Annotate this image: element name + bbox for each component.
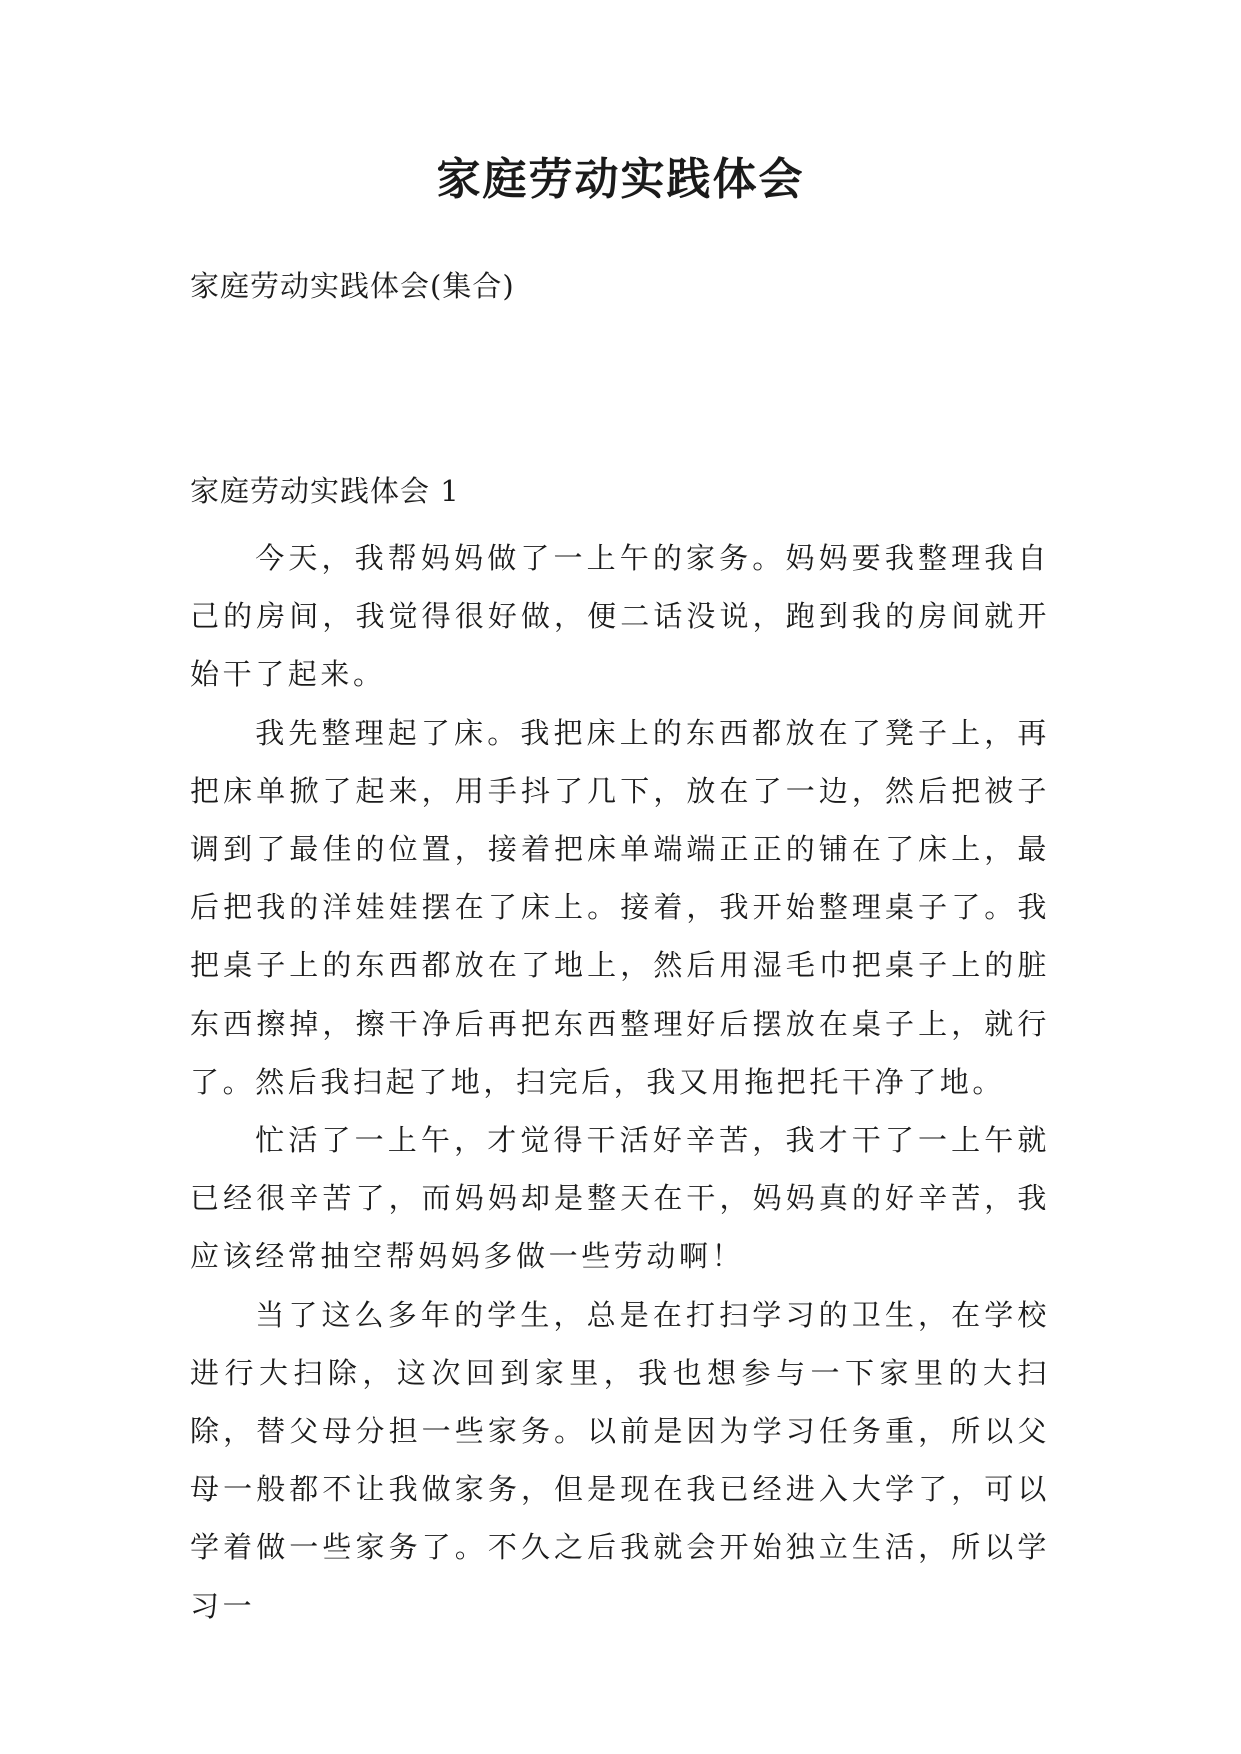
- paragraph: 今天，我帮妈妈做了一上午的家务。妈妈要我整理我自己的房间，我觉得很好做，便二话没说，跑到我的房间就开始干了起来。: [190, 541, 1050, 692]
- document-subtitle: 家庭劳动实践体会(集合): [190, 269, 515, 303]
- paragraph: 忙活了一上午，才觉得干活好辛苦，我才干了一上午就已经很辛苦了，而妈妈却是整天在干，妈妈真的好辛苦，我应该经常抽空帮妈妈多做一些劳动啊！: [190, 1123, 1050, 1274]
- document-title: 家庭劳动实践体会: [436, 154, 805, 205]
- section-heading: 家庭劳动实践体会 1: [190, 474, 460, 508]
- body-text: [190, 529, 1050, 1635]
- paragraph: 当了这么多年的学生，总是在打扫学习的卫生，在学校进行大扫除，这次回到家里，我也想参与一下家里的大扫除，替父母分担一些家务。以前是因为学习任务重，所以父母一般都不让我做家务，但是现在我已经进入大学了，可以学着做一些家务了。不久之后我就会开始独立生活，所以学习一: [190, 1297, 1050, 1623]
- paragraph: 我先整理起了床。我把床上的东西都放在了凳子上，再把床单掀了起来，用手抖了几下，放在了一边，然后把被子调到了最佳的位置，接着把床单端端正正的铺在了床上，最后把我的洋娃娃摆在了床上。接着，我开始整理桌子了。我把桌子上的东西都放在了地上，然后用湿毛巾把桌子上的脏东西擦掉，擦干净后再把东西整理好后摆放在桌子上，就行了。然后我扫起了地，扫完后，我又用拖把托干净了地。: [190, 715, 1050, 1099]
